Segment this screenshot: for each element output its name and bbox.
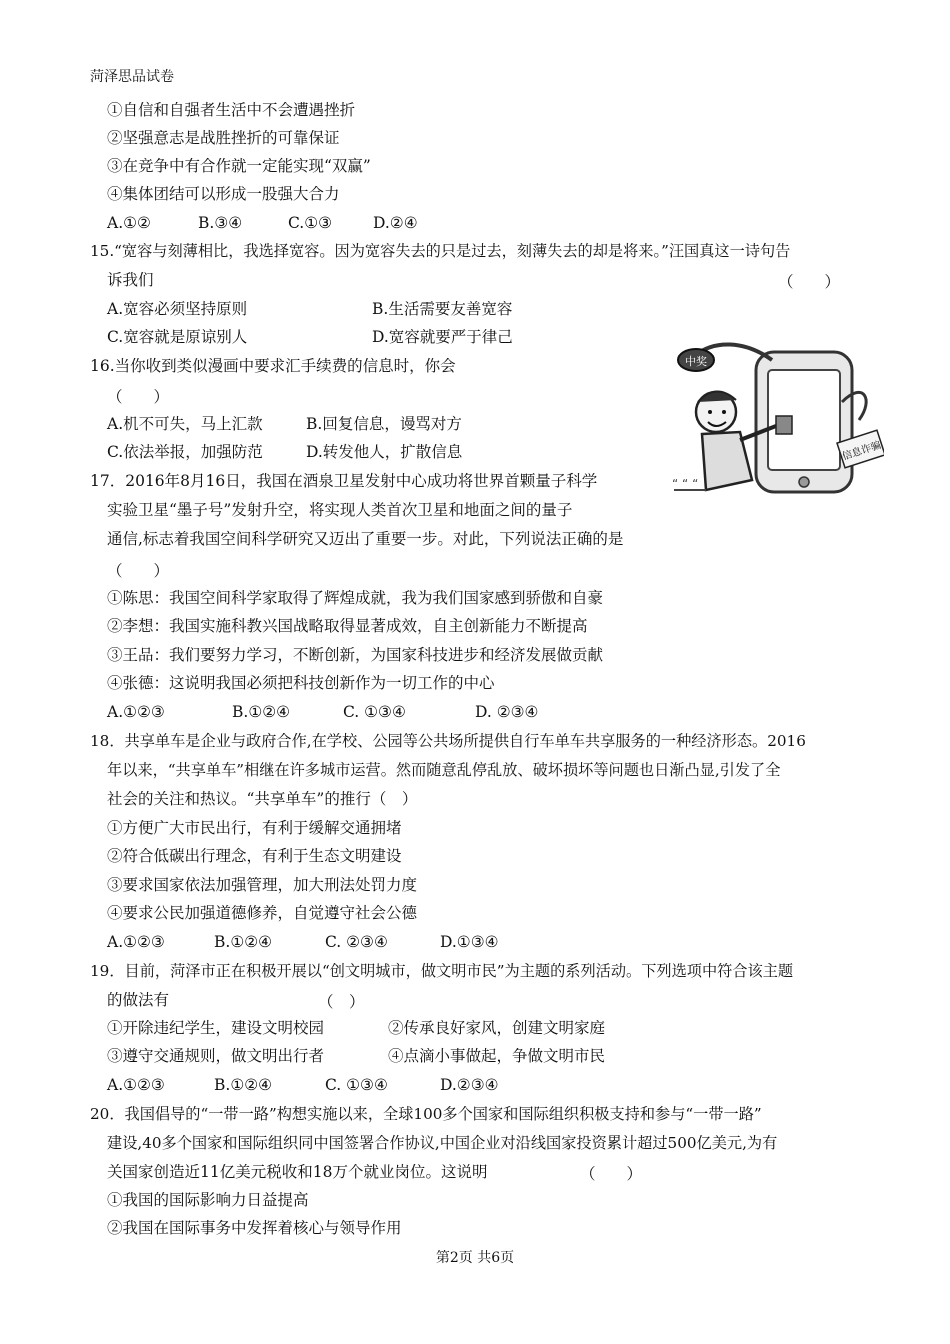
q20-answer-bracket: （ ） [580, 1165, 643, 1183]
prize-tag-icon [678, 349, 714, 371]
q19-stem-line2: 的做法有 [107, 991, 170, 1009]
svg-text:中奖: 中奖 [685, 355, 707, 368]
q17-answer-bracket: （ ） [107, 562, 170, 580]
q14-option-b: B.③④ [198, 214, 243, 232]
q16-option-c: C.依法举报，加强防范 [107, 443, 263, 461]
q19-option-d: D.②③④ [440, 1076, 499, 1094]
q17-item-4: ④张德：这说明我国必须把科技创新作为一切工作的中心 [107, 674, 495, 692]
q18-option-c: C. ②③④ [325, 933, 388, 951]
q15-answer-bracket: （ ） [778, 273, 841, 291]
q20-stem-line2: 建设,40多个国家和国际组织同中国签署合作协议,中国企业对沿线国家投资累计超过500亿美元,为有 [107, 1134, 778, 1152]
svg-text:“ “ “: “ “ “ [672, 477, 699, 491]
q14-item-3: ③在竞争中有合作就一定能实现“双赢” [107, 157, 371, 175]
q18-stem-line1: 18．共享单车是企业与政府合作,在学校、公园等公共场所提供自行车单车共享服务的一种经济形态。2016 [90, 732, 806, 750]
q19-item-1: ①开除违纪学生，建设文明校园 [107, 1019, 325, 1037]
q14-option-d: D.②④ [373, 214, 418, 232]
q17-stem-line3: 通信,标志着我国空间科学研究又迈出了重要一步。对此，下列说法正确的是 [107, 530, 624, 548]
q14-item-4: ④集体团结可以形成一股强大合力 [107, 185, 340, 203]
q20-stem-line3: 关国家创造近11亿美元税收和18万个就业岗位。这说明 [107, 1163, 488, 1181]
q16-option-b: B.回复信息，谩骂对方 [306, 415, 462, 433]
q20-stem-line1: 20．我国倡导的“一带一路”构想实施以来，全球100多个国家和国际组织积极支持和参与“一带一路” [90, 1105, 762, 1123]
q19-option-c: C. ①③④ [325, 1076, 388, 1094]
q15-option-b: B.生活需要友善宽容 [372, 300, 513, 318]
q19-stem-line1: 19．目前，菏泽市正在积极开展以“创文明城市，做文明市民”为主题的系列活动。下列选项中符合该主题 [90, 962, 794, 980]
q14-option-c: C.①③ [288, 214, 333, 232]
q20-item-1: ①我国的国际影响力日益提高 [107, 1191, 309, 1209]
fraud-cartoon-illustration [644, 340, 884, 500]
q17-item-1: ①陈思：我国空间科学家取得了辉煌成就，我为我们国家感到骄傲和自豪 [107, 589, 604, 607]
q17-stem-line2: 实验卫星“墨子号”发射升空，将实现人类首次卫星和地面之间的量子 [107, 501, 573, 519]
q19-item-2: ②传承良好家风，创建文明家庭 [388, 1019, 606, 1037]
q19-item-4: ④点滴小事做起，争做文明市民 [388, 1047, 606, 1065]
q18-item-2: ②符合低碳出行理念，有利于生态文明建设 [107, 847, 402, 865]
q17-item-3: ③王品：我们要努力学习，不断创新，为国家科技进步和经济发展做贡献 [107, 646, 604, 664]
q18-item-3: ③要求国家依法加强管理，加大刑法处罚力度 [107, 876, 418, 894]
q18-item-1: ①方便广大市民出行，有利于缓解交通拥堵 [107, 819, 402, 837]
q17-stem-line1: 17．2016年8月16日，我国在酒泉卫星发射中心成功将世界首颗量子科学 [90, 472, 598, 490]
q16-option-d: D.转发他人，扩散信息 [306, 443, 463, 461]
q17-option-b: B.①②④ [232, 703, 291, 721]
q16-stem: 16.当你收到类似漫画中要求汇手续费的信息时，你会 [90, 357, 456, 375]
page-header: 菏泽思品试卷 [90, 69, 174, 85]
q19-option-b: B.①②④ [214, 1076, 273, 1094]
q19-option-a: A.①②③ [107, 1076, 165, 1094]
q14-item-1: ①自信和自强者生活中不会遭遇挫折 [107, 101, 356, 119]
q18-option-d: D.①③④ [440, 933, 499, 951]
q15-option-a: A.宽容必须坚持原则 [107, 300, 248, 318]
q15-option-c: C.宽容就是原谅别人 [107, 328, 248, 346]
q18-item-4: ④要求公民加强道德修养，自觉遵守社会公德 [107, 904, 418, 922]
q19-answer-bracket: （ ） [318, 993, 365, 1011]
page-footer: 第2页 共6页 [435, 1250, 515, 1266]
q18-option-b: B.①②④ [214, 933, 273, 951]
q17-item-2: ②李想：我国实施科教兴国战略取得显著成效，自主创新能力不断提高 [107, 617, 588, 635]
q19-item-3: ③遵守交通规则，做文明出行者 [107, 1047, 325, 1065]
q14-option-a: A.①② [107, 214, 151, 232]
q18-stem-line3: 社会的关注和热议。“共享单车”的推行（ ） [107, 790, 418, 808]
q17-option-d: D. ②③④ [475, 703, 539, 721]
q18-stem-line2: 年以来，“共享单车”相继在许多城市运营。然而随意乱停乱放、破坏损坏等问题也日渐凸显,引发了全 [107, 761, 781, 779]
q20-item-2: ②我国在国际事务中发挥着核心与领导作用 [107, 1219, 402, 1237]
q15-stem-line1: 15.“宽容与刻薄相比，我选择宽容。因为宽容失去的只是过去，刻薄失去的却是将来。”汪国真这一诗句告 [90, 242, 791, 260]
q17-option-c: C. ①③④ [343, 703, 406, 721]
q16-answer-bracket: （ ） [107, 388, 170, 406]
q18-option-a: A.①②③ [107, 933, 165, 951]
svg-text:信息诈骗: 信息诈骗 [841, 439, 883, 463]
q15-stem-line2: 诉我们 [107, 271, 154, 289]
q15-option-d: D.宽容就要严于律己 [372, 328, 513, 346]
q16-option-a: A.机不可失，马上汇款 [107, 415, 263, 433]
q14-item-2: ②坚强意志是战胜挫折的可靠保证 [107, 129, 340, 147]
q17-option-a: A.①②③ [107, 703, 165, 721]
